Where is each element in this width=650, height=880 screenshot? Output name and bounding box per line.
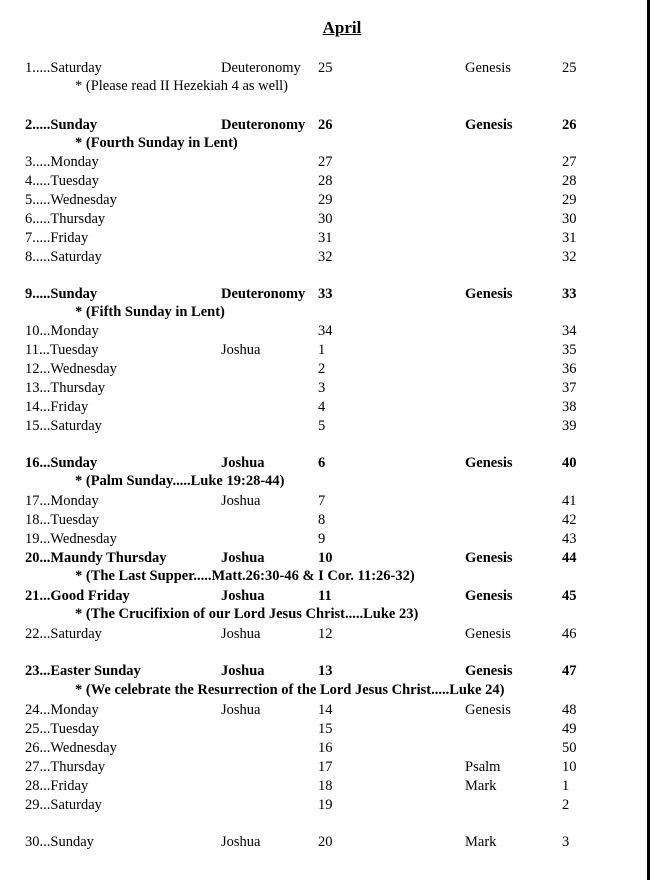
second-book: Genesis [465, 455, 513, 471]
day-label: 29...Saturday [25, 797, 102, 813]
first-book: Joshua [221, 455, 265, 471]
day-label: 19...Wednesday [25, 531, 117, 547]
second-chapter: 40 [562, 455, 577, 471]
day-label: 8.....Saturday [25, 249, 102, 265]
schedule-row [0, 341, 640, 360]
first-chapter: 20 [318, 834, 333, 850]
second-chapter: 32 [562, 249, 577, 265]
second-chapter: 42 [562, 512, 577, 528]
first-chapter: 17 [318, 759, 333, 775]
first-chapter: 10 [318, 550, 333, 566]
second-book: Mark [465, 778, 497, 794]
schedule-row [0, 153, 640, 172]
schedule-row [0, 210, 640, 229]
second-chapter: 33 [562, 286, 577, 302]
second-chapter: 10 [562, 759, 577, 775]
day-label: 18...Tuesday [25, 512, 99, 528]
second-book: Genesis [465, 550, 513, 566]
row-note: * (The Last Supper.....Matt.26:30-46 & I Cor. 11:26-32) [75, 568, 415, 584]
first-book: Joshua [221, 493, 261, 509]
first-chapter: 33 [318, 286, 333, 302]
day-label: 11...Tuesday [25, 342, 99, 358]
day-label: 13...Thursday [25, 380, 106, 396]
first-chapter: 13 [318, 663, 333, 679]
row-note: * (Please read II Hezekiah 4 as well) [75, 78, 288, 94]
second-chapter: 2 [562, 797, 570, 813]
day-label: 24...Monday [25, 702, 99, 718]
first-chapter: 31 [318, 230, 333, 246]
schedule-row [0, 625, 640, 644]
schedule-row [0, 833, 640, 852]
day-label: 25...Tuesday [25, 721, 99, 737]
schedule-row [0, 720, 640, 739]
day-label: 5.....Wednesday [25, 192, 117, 208]
second-book: Mark [465, 834, 497, 850]
first-chapter: 6 [318, 455, 326, 471]
second-chapter: 39 [562, 418, 577, 434]
day-label: 28...Friday [25, 778, 89, 794]
day-label: 15...Saturday [25, 418, 102, 434]
second-chapter: 50 [562, 740, 577, 756]
page-title: April [322, 18, 362, 37]
day-label: 1.....Saturday [25, 60, 102, 76]
second-chapter: 26 [562, 117, 577, 133]
schedule-row [0, 587, 640, 606]
second-chapter: 3 [562, 834, 570, 850]
first-book: Deuteronomy [221, 117, 306, 133]
second-chapter: 47 [562, 663, 577, 679]
row-note: * (The Crucifixion of our Lord Jesus Christ.....Luke 23) [75, 606, 419, 622]
schedule-row [0, 398, 640, 417]
first-book: Joshua [221, 342, 261, 358]
day-label: 17...Monday [25, 493, 99, 509]
second-book: Genesis [465, 626, 511, 642]
first-book: Joshua [221, 663, 265, 679]
second-book: Genesis [465, 286, 513, 302]
row-note: * (Palm Sunday.....Luke 19:28-44) [75, 473, 285, 489]
first-book: Deuteronomy [221, 286, 306, 302]
first-chapter: 27 [318, 154, 333, 170]
schedule-row [0, 417, 640, 436]
first-chapter: 30 [318, 211, 333, 227]
first-chapter: 16 [318, 740, 333, 756]
second-chapter: 49 [562, 721, 577, 737]
first-chapter: 26 [318, 117, 333, 133]
schedule-row [0, 229, 640, 248]
first-book: Joshua [221, 626, 261, 642]
first-chapter: 25 [318, 60, 333, 76]
second-book: Genesis [465, 117, 513, 133]
first-chapter: 9 [318, 531, 326, 547]
schedule-row [0, 379, 640, 398]
row-note: * (Fourth Sunday in Lent) [75, 135, 238, 151]
second-chapter: 25 [562, 60, 577, 76]
schedule-row [0, 191, 640, 210]
schedule-row [0, 322, 640, 341]
second-chapter: 37 [562, 380, 577, 396]
schedule-row [0, 777, 640, 796]
second-chapter: 43 [562, 531, 577, 547]
second-chapter: 34 [562, 323, 577, 339]
schedule-row [0, 116, 640, 135]
schedule-row [0, 492, 640, 511]
schedule-row [0, 172, 640, 191]
second-chapter: 38 [562, 399, 577, 415]
schedule-row [0, 701, 640, 720]
second-chapter: 1 [562, 778, 570, 794]
day-label: 10...Monday [25, 323, 99, 339]
first-chapter: 15 [318, 721, 333, 737]
first-chapter: 19 [318, 797, 333, 813]
schedule-row [0, 758, 640, 777]
schedule-row [0, 796, 640, 815]
first-chapter: 29 [318, 192, 333, 208]
day-label: 22...Saturday [25, 626, 102, 642]
first-chapter: 28 [318, 173, 333, 189]
second-chapter: 35 [562, 342, 577, 358]
day-label: 23...Easter Sunday [25, 663, 141, 679]
day-label: 26...Wednesday [25, 740, 117, 756]
day-label: 9.....Sunday [25, 286, 98, 302]
second-chapter: 45 [562, 588, 577, 604]
first-chapter: 3 [318, 380, 326, 396]
schedule-row [0, 511, 640, 530]
second-chapter: 48 [562, 702, 577, 718]
schedule-row [0, 530, 640, 549]
second-book: Genesis [465, 702, 511, 718]
first-chapter: 18 [318, 778, 333, 794]
first-chapter: 14 [318, 702, 333, 718]
second-book: Genesis [465, 588, 513, 604]
day-label: 21...Good Friday [25, 588, 130, 604]
day-label: 4.....Tuesday [25, 173, 99, 189]
first-chapter: 12 [318, 626, 333, 642]
first-book: Deuteronomy [221, 60, 301, 76]
second-book: Genesis [465, 60, 511, 76]
second-chapter: 36 [562, 361, 577, 377]
second-book: Genesis [465, 663, 513, 679]
day-label: 7.....Friday [25, 230, 89, 246]
row-note: * (Fifth Sunday in Lent) [75, 304, 225, 320]
first-book: Joshua [221, 588, 265, 604]
second-chapter: 29 [562, 192, 577, 208]
second-chapter: 28 [562, 173, 577, 189]
schedule-row [0, 248, 640, 267]
first-chapter: 34 [318, 323, 333, 339]
first-chapter: 32 [318, 249, 333, 265]
first-book: Joshua [221, 702, 261, 718]
day-label: 12...Wednesday [25, 361, 117, 377]
schedule-row [0, 285, 640, 304]
day-label: 3.....Monday [25, 154, 99, 170]
first-chapter: 5 [318, 418, 326, 434]
second-chapter: 27 [562, 154, 577, 170]
first-chapter: 7 [318, 493, 326, 509]
second-chapter: 30 [562, 211, 577, 227]
second-chapter: 41 [562, 493, 577, 509]
day-label: 2.....Sunday [25, 117, 98, 133]
second-chapter: 31 [562, 230, 577, 246]
first-chapter: 4 [318, 399, 326, 415]
first-book: Joshua [221, 834, 261, 850]
first-chapter: 8 [318, 512, 326, 528]
first-book: Joshua [221, 550, 265, 566]
schedule-row [0, 549, 640, 568]
schedule-row [0, 59, 640, 78]
first-chapter: 11 [318, 588, 332, 604]
day-label: 14...Friday [25, 399, 89, 415]
schedule-row [0, 360, 640, 379]
schedule-row [0, 739, 640, 758]
day-label: 20...Maundy Thursday [25, 550, 167, 566]
day-label: 16...Sunday [25, 455, 98, 471]
row-note: * (We celebrate the Resurrection of the Lord Jesus Christ.....Luke 24) [75, 682, 505, 698]
first-chapter: 2 [318, 361, 326, 377]
schedule-row [0, 454, 640, 473]
second-chapter: 46 [562, 626, 577, 642]
second-chapter: 44 [562, 550, 577, 566]
schedule-row [0, 662, 640, 681]
second-book: Psalm [465, 759, 501, 775]
day-label: 27...Thursday [25, 759, 106, 775]
first-chapter: 1 [318, 342, 326, 358]
day-label: 6.....Thursday [25, 211, 106, 227]
day-label: 30...Sunday [25, 834, 94, 850]
